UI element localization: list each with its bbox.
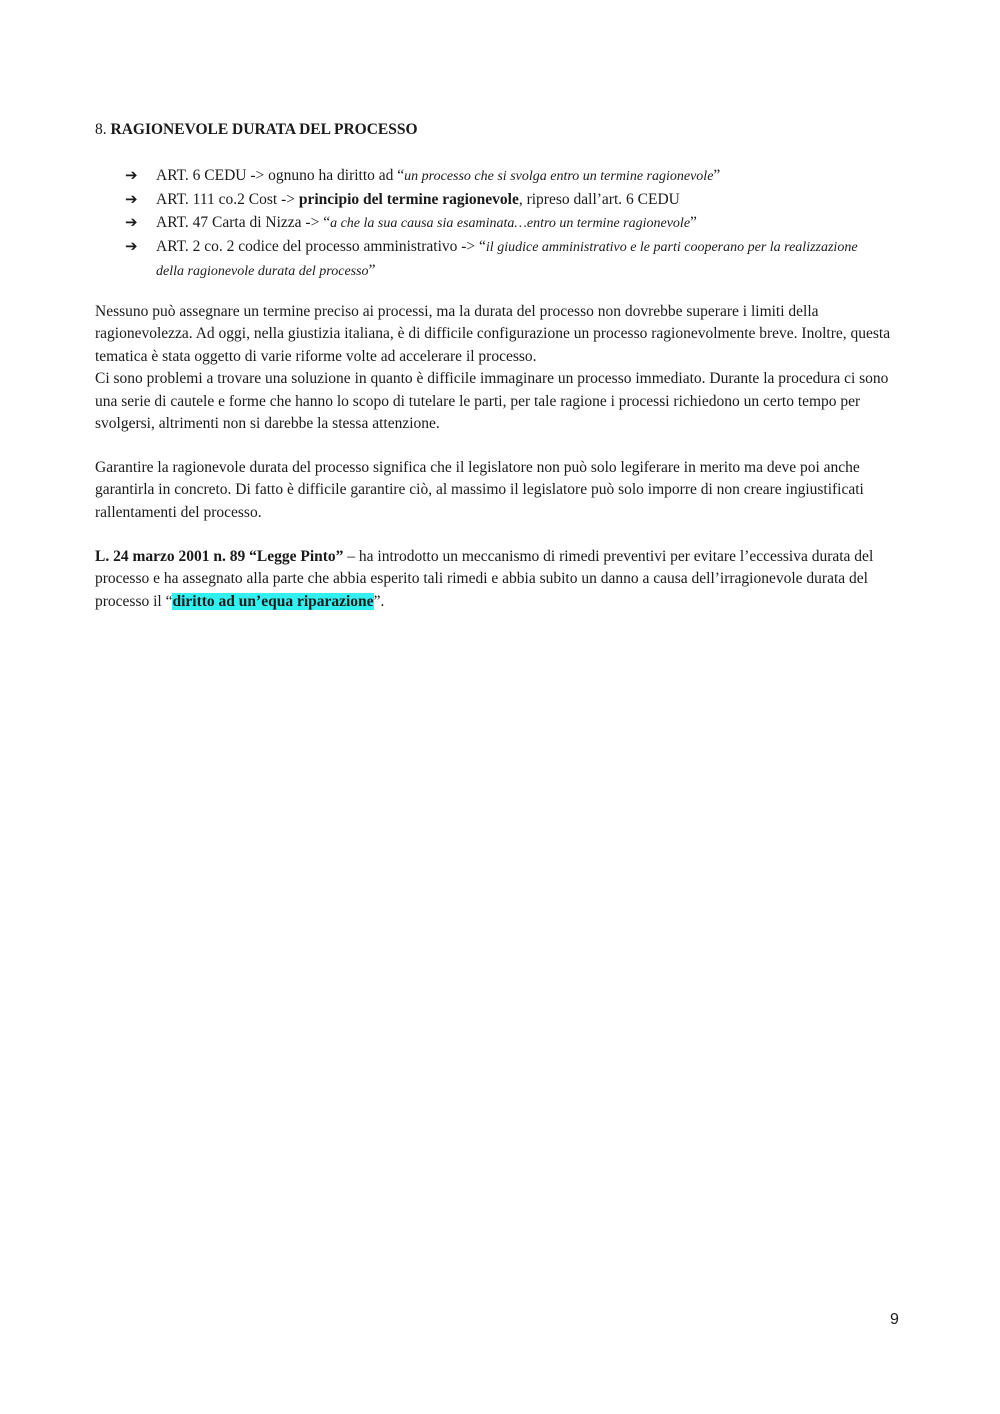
list-item: ➔ ART. 6 CEDU -> ognuno ha diritto ad “un processo che si svolga entro un termine ragionevole”	[125, 164, 885, 188]
paragraph-legge-pinto: L. 24 marzo 2001 n. 89 “Legge Pinto” – ha introdotto un meccanismo di rimedi preventivi per evitare l’eccessiva durata del processo e ha assegnato alla parte che abbia esperito tali rimedi e abbia subito un danno a causa dell’irragionevole durata del processo il “diritto ad un’equa riparazione”.	[95, 548, 874, 610]
arrow-right-icon: ➔	[125, 190, 138, 208]
highlighted-text: diritto ad un’equa riparazione	[172, 592, 374, 610]
section-number: 8.	[95, 121, 107, 138]
article-list	[125, 164, 885, 283]
law-reference: L. 24 marzo 2001 n. 89 “Legge Pinto”	[95, 548, 344, 565]
section-heading	[95, 120, 418, 140]
list-item: ➔ ART. 2 co. 2 codice del processo amministrativo -> “il giudice amministrativo e le parti cooperano per la realizzazione della ragionevole durata del processo”	[125, 237, 858, 279]
arrow-right-icon: ➔	[125, 166, 138, 184]
paragraph-garanzia: Garantire la ragionevole durata del processo significa che il legislatore non può solo legiferare in merito ma deve poi anche garantirla in concreto. Di fatto è difficile garantire ciò, al massimo il legislatore può solo imporre di non creare ingiustificati rallentamenti del processo.	[95, 459, 864, 521]
section-title: RAGIONEVOLE DURATA DEL PROCESSO	[110, 121, 418, 138]
arrow-right-icon: ➔	[125, 237, 138, 255]
list-item: ➔ ART. 47 Carta di Nizza -> “a che la sua causa sia esaminata…entro un termine ragionevole”	[125, 211, 885, 235]
page-number: 9	[890, 1311, 899, 1328]
arrow-right-icon: ➔	[125, 213, 138, 231]
list-item: ➔ ART. 111 co.2 Cost -> principio del termine ragionevole, ripreso dall’art. 6 CEDU	[125, 188, 885, 211]
paragraph-durata: Nessuno può assegnare un termine preciso ai processi, ma la durata del processo non dovrebbe superare i limiti della ragionevolezza. Ad oggi, nella giustizia italiana, è di difficile configurazione un processo ragionevolmente breve. Inoltre, questa tematica è stata oggetto di varie riforme volte ad accelerare il processo. Ci sono problemi a trovare una soluzione in quanto è difficile immaginare un processo immediato. Durante la procedura ci sono una serie di cautele e forme che hanno lo scopo di tutelare le parti, per tale ragione i processi richiedono un certo tempo per svolgersi, altrimenti non si darebbe la stessa attenzione.	[95, 303, 891, 433]
